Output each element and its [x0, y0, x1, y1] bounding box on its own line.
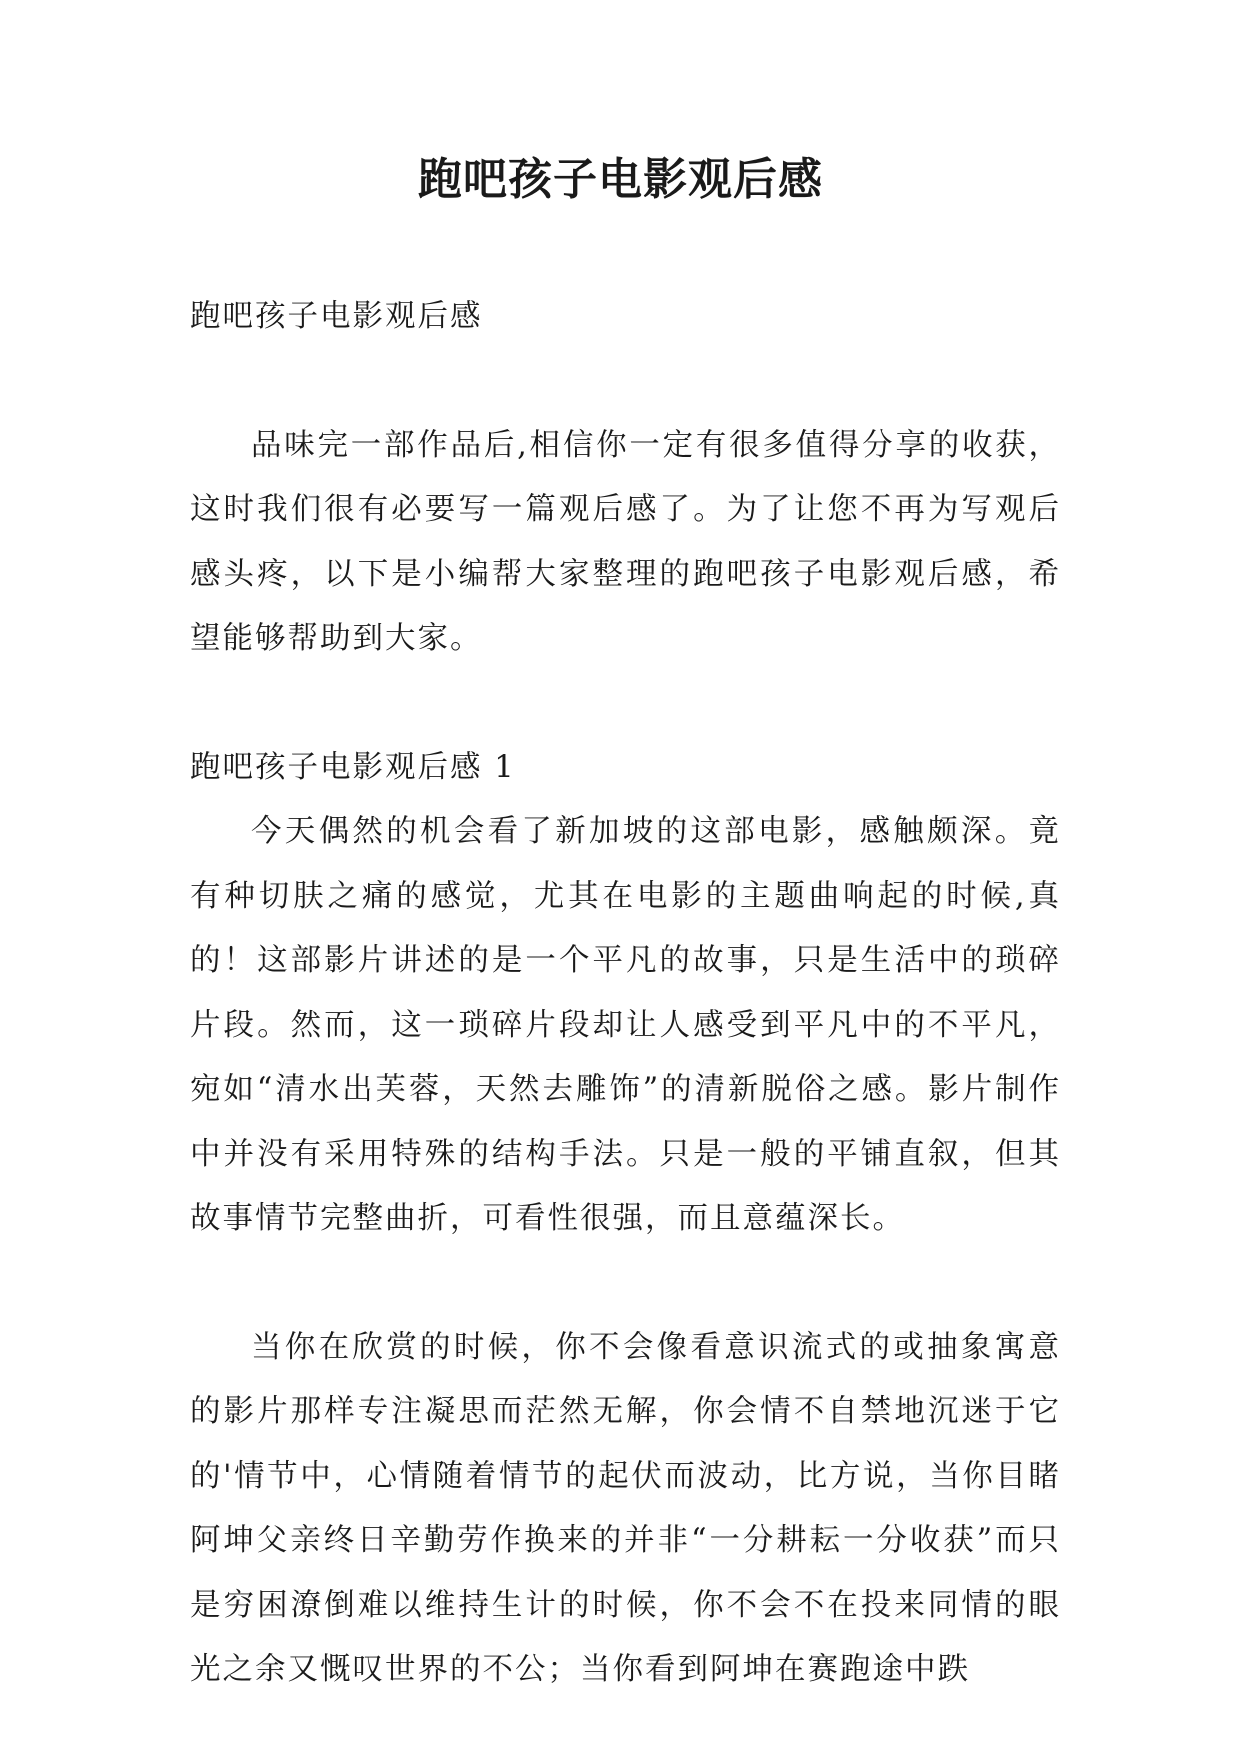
- section-paragraph: 今天偶然的机会看了新加坡的这部电影，感触颇深。竟有种切肤之痛的感觉，尤其在电影的主题曲响起的时候,真的！这部影片讲述的是一个平凡的故事，只是生活中的琐碎片段。然而，这一琐碎片段却让人感受到平凡中的不平凡，宛如“清水出芙蓉，天然去雕饰”的清新脱俗之感。影片制作中并没有采用特殊的结构手法。只是一般的平铺直叙，但其故事情节完整曲折，可看性很强，而且意蕴深长。: [190, 814, 1061, 1236]
- document-body: [190, 285, 1061, 1703]
- section-heading: 跑吧孩子电影观后感 1: [190, 749, 516, 785]
- spacer: [190, 350, 1061, 414]
- section-paragraph: 当你在欣赏的时候，你不会像看意识流式的或抽象寓意的影片那样专注凝思而茫然无解，你会情不自禁地沉迷于它的'情节中，心情随着情节的起伏而波动，比方说，当你目睹阿坤父亲终日辛勤劳作换来的并非“一分耕耘一分收获”而只是穷困潦倒难以维持生计的时候，你不会不在投来同情的眼光之余又慨叹世界的不公；当你看到阿坤在赛跑途中跌: [190, 1329, 1061, 1687]
- intro-paragraph: 品味完一部作品后,相信你一定有很多值得分享的收获，这时我们很有必要写一篇观后感了。为了让您不再为写观后感头疼，以下是小编帮大家整理的跑吧孩子电影观后感，希望能够帮助到大家。: [190, 427, 1061, 656]
- spacer: [190, 672, 1061, 736]
- document-title: 跑吧孩子电影观后感: [418, 154, 823, 205]
- document-subtitle: 跑吧孩子电影观后感: [190, 299, 483, 334]
- spacer: [190, 1252, 1061, 1316]
